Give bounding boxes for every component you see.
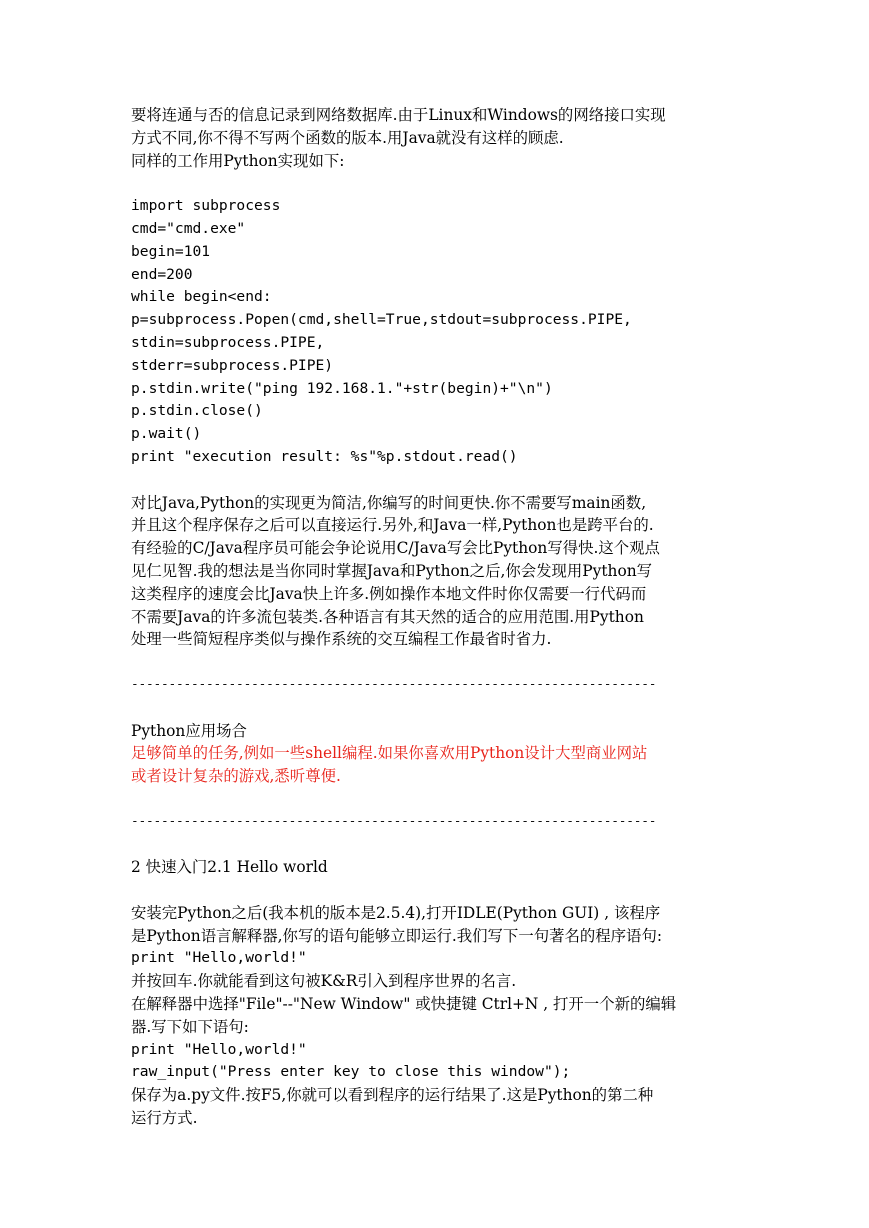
code-line: p.stdin.write("ping 192.168.1."+str(begin)+"\n"): [131, 379, 553, 397]
blank-line: [131, 879, 751, 902]
section-heading: 2 快速入门2.1 Hello world: [131, 858, 328, 877]
blank-line: [131, 172, 751, 195]
blank-line: [131, 788, 751, 811]
code-line: begin=101: [131, 242, 211, 260]
usage-title: Python应用场合: [131, 721, 247, 740]
paragraph-line: 对比Java,Python的实现更为简洁,你编写的时间更快.你不需要写main函数,: [131, 493, 647, 512]
blank-line: [131, 469, 751, 492]
dashed-divider: ----------------------------------------------------------------------: [131, 813, 657, 829]
paragraph-line: 处理一些简短程序类似与操作系统的交互编程工作最省时省力.: [131, 630, 552, 649]
code-line: while begin<end:: [131, 288, 272, 306]
code-line: print "Hello,world!": [131, 1040, 307, 1058]
paragraph-line: 有经验的C/Java程序员可能会争论说用C/Java写会比Python写得快.这个观点: [131, 539, 660, 558]
code-line: import subprocess: [131, 197, 281, 215]
code-line: stdin=subprocess.PIPE,: [131, 333, 325, 351]
code-line: p.wait(): [131, 425, 202, 443]
code-line: cmd="cmd.exe": [131, 219, 246, 237]
paragraph-line: 并且这个程序保存之后可以直接运行.另外,和Java一样,Python也是跨平台的.: [131, 516, 654, 535]
paragraph-line: 运行方式.: [131, 1109, 198, 1128]
intro-line-3: 同样的工作用Python实现如下:: [131, 151, 345, 170]
quickstart-paragraph: [131, 902, 751, 1130]
code-line: end=200: [131, 265, 193, 283]
intro-line-2: 方式不同,你不得不写两个函数的版本.用Java就没有这样的顾虑.: [131, 128, 564, 147]
code-block-subprocess: [131, 195, 751, 469]
blank-line: [131, 651, 751, 674]
paragraph-line: 安装完Python之后(我本机的版本是2.5.4),打开IDLE(Python GUI) , 该程序: [131, 903, 661, 922]
paragraph-line: 不需要Java的许多流包装类.各种语言有其天然的适合的应用范围.用Python: [131, 607, 644, 626]
blank-line: [131, 697, 751, 720]
paragraph-line: 器.写下如下语句:: [131, 1017, 249, 1036]
paragraph-line: 见仁见智.我的想法是当你同时掌握Java和Python之后,你会发现用Python写: [131, 561, 653, 580]
paragraph-line: 在解释器中选择"File"--"New Window" 或快捷键 Ctrl+N , 打开一个新的编辑: [131, 995, 677, 1014]
code-line: print "Hello,world!": [131, 949, 307, 967]
paragraph-line: 并按回车.你就能看到这句被K&R引入到程序世界的名言.: [131, 972, 517, 991]
intro-line-1: 要将连通与否的信息记录到网络数据库.由于Linux和Windows的网络接口实现: [131, 106, 666, 124]
code-line: p.stdin.close(): [131, 402, 263, 420]
dashed-divider: ----------------------------------------------------------------------: [131, 676, 657, 692]
usage-red-line-2: 或者设计复杂的游戏,悉听尊便.: [131, 767, 341, 786]
paragraph-line: 保存为a.py文件.按F5,你就可以看到程序的运行结果了.这是Python的第二种: [131, 1086, 654, 1105]
paragraph-line: 是Python语言解释器,你写的语句能够立即运行.我们写下一句著名的程序语句:: [131, 926, 663, 945]
code-line: print "execution result: %s"%p.stdout.read(): [131, 447, 518, 465]
code-line: p=subprocess.Popen(cmd,shell=True,stdout=subprocess.PIPE,: [131, 311, 632, 329]
comparison-paragraph: [131, 492, 751, 652]
code-line: stderr=subprocess.PIPE): [131, 356, 334, 374]
code-line: raw_input("Press enter key to close this window");: [131, 1063, 571, 1081]
paragraph-line: 这类程序的速度会比Java快上许多.例如操作本地文件时你仅需要一行代码而: [131, 584, 647, 603]
document-page: [131, 104, 751, 1130]
usage-red-line-1: 足够简单的任务,例如一些shell编程.如果你喜欢用Python设计大型商业网站: [131, 744, 648, 763]
blank-line: [131, 834, 751, 857]
